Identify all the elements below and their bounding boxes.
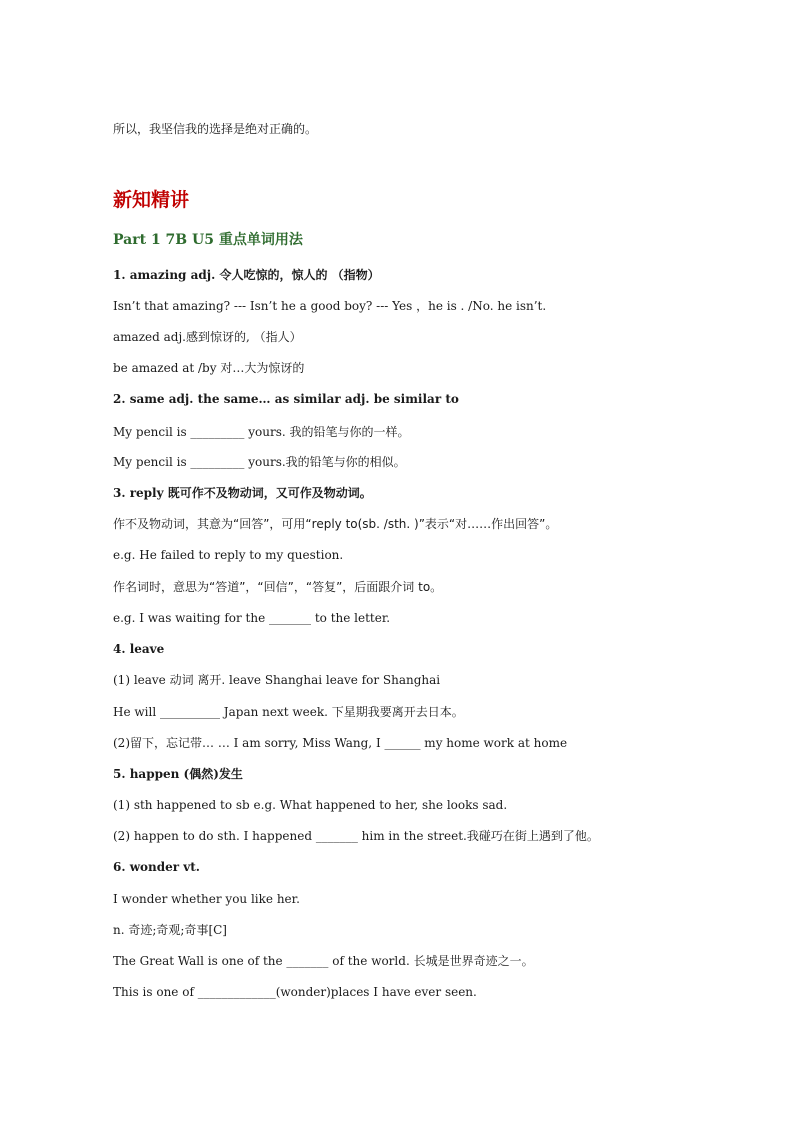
usage-line: (1) sth happened to sb e.g. What happened to her, she looks sad. bbox=[113, 798, 508, 812]
usage-line: (1) leave 动词 离开. leave Shanghai leave for Shanghai bbox=[113, 673, 441, 687]
exercise-line: He will __________ Japan next week. 下星期我要离开去日本。 bbox=[113, 705, 464, 719]
entry-heading-same: 2. same adj. the same… as similar adj. be similar to bbox=[113, 392, 459, 406]
exercise-line: My pencil is _________ yours.我的铅笔与你的相似。 bbox=[113, 455, 406, 469]
exercise-line: (2) happen to do sth. I happened _______ him in the street.我碰巧在街上遇到了他。 bbox=[113, 829, 599, 843]
exercise-line: e.g. I was waiting for the _______ to the letter. bbox=[113, 611, 391, 625]
usage-line: be amazed at /by 对…大为惊讶的 bbox=[113, 361, 305, 375]
entry-heading-amazing: 1. amazing adj. 令人吃惊的，惊人的 （指物） bbox=[113, 268, 380, 282]
exercise-line: (2)留下，忘记带… … I am sorry, Miss Wang, I ______ my home work at home bbox=[113, 736, 568, 750]
section-title: 新知精讲 bbox=[113, 189, 190, 211]
entry-heading-reply: 3. reply 既可作不及物动词，又可作及物动词。 bbox=[113, 486, 372, 500]
entry-heading-wonder: 6. wonder vt. bbox=[113, 860, 200, 874]
exercise-line: This is one of _____________(wonder)places I have ever seen. bbox=[113, 985, 477, 999]
example-line: Isn’t that amazing? --- Isn’t he a good boy? --- Yes ，he is . /No. he isn’t. bbox=[113, 299, 547, 313]
part-title: Part 1 7B U5 重点单词用法 bbox=[113, 232, 303, 248]
explanation-line: 作不及物动词，其意为“回答”，可用“reply to(sb. /sth. )”表示“对……作出回答”。 bbox=[113, 517, 558, 531]
explanation-line: 作名词时，意思为“答道”，“回信”，“答复”，后面跟介词 to。 bbox=[113, 580, 443, 594]
exercise-line: The Great Wall is one of the _______ of the world. 长城是世界奇迹之一。 bbox=[113, 954, 534, 968]
entry-heading-leave: 4. leave bbox=[113, 642, 165, 656]
definition-line: n. 奇迹;奇观;奇事[C] bbox=[113, 923, 227, 937]
definition-line: amazed adj.感到惊讶的, （指人） bbox=[113, 330, 302, 344]
intro-text: 所以，我坚信我的选择是绝对正确的。 bbox=[113, 122, 318, 136]
exercise-line: My pencil is _________ yours. 我的铅笔与你的一样。 bbox=[113, 425, 410, 439]
example-line: I wonder whether you like her. bbox=[113, 892, 300, 906]
example-line: e.g. He failed to reply to my question. bbox=[113, 548, 344, 562]
entry-heading-happen: 5. happen (偶然)发生 bbox=[113, 767, 243, 781]
